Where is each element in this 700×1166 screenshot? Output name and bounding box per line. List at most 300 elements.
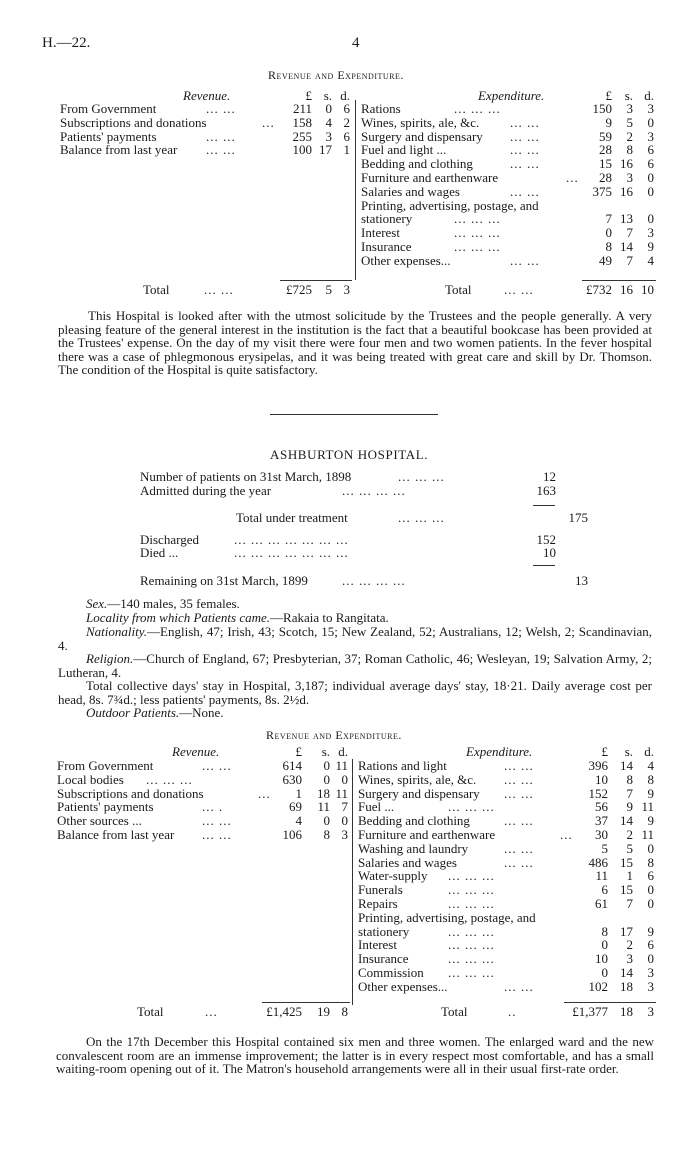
table2-title: Revenue and Expenditure. — [266, 728, 402, 742]
expenditure-amount-l: 486 — [588, 854, 608, 870]
t1-exp-col-l: £ — [605, 88, 612, 103]
revenue-item-label: Subscriptions and donations — [60, 114, 207, 130]
expenditure-amount-d: 0 — [647, 211, 654, 227]
expenditure-item-label: Fuel ... — [358, 799, 395, 815]
statistics-label: Remaining on 31st March, 1899 — [140, 573, 308, 588]
expenditure-item-label: Wines, spirits, ale, &c. — [361, 114, 480, 130]
revenue-amount-d: 7 — [341, 799, 348, 815]
expenditure-amount-l: 9 — [605, 114, 612, 130]
nationality-text: —English, 47; Irish, 43; Scotch, 15; New Zealand, 52; Australians, 12; Welsh, 2; Scandinavian, 4. — [58, 624, 652, 653]
t1-expenditure-total-row — [0, 283, 700, 297]
expenditure-amount-l: 37 — [595, 813, 608, 829]
expenditure-amount-l: 7 — [605, 211, 612, 227]
religion-text: —Church of England, 67; Presbyterian, 37; Roman Catholic, 46; Wesleyan, 19; Salvation Army, 2; Lutheran, 4. — [58, 651, 652, 680]
statistics-value: 10 — [543, 545, 556, 560]
expenditure-item-dots: ... ... ... — [448, 882, 495, 898]
expenditure-item-dots: ... ... ... — [448, 951, 495, 967]
expenditure-total-item-dots: .. — [508, 1004, 517, 1019]
expenditure-amount-l: 396 — [588, 758, 608, 773]
expenditure-amount-s: 13 — [620, 211, 633, 227]
revenue-item-dots: ... ... — [206, 142, 236, 158]
expenditure-amount-s: 7 — [626, 896, 633, 911]
revenue-amount-s: 0 — [325, 101, 332, 116]
expenditure-item-label: Printing, advertising, postage, and — [358, 909, 536, 925]
revenue-item-label: Patients' payments — [57, 799, 154, 815]
revenue-item-dots: ... ... — [206, 101, 236, 116]
expenditure-item-dots: ... ... — [504, 785, 534, 801]
expenditure-amount-s: 17 — [620, 923, 633, 939]
expenditure-item-dots: ... ... ... — [454, 239, 501, 254]
locality-line — [86, 611, 652, 625]
expenditure-amount-d: 6 — [647, 142, 654, 158]
revenue-amount-s: 17 — [319, 142, 332, 158]
revenue-total-amount-l: £1,425 — [266, 1004, 302, 1019]
revenue-total-amount-l: £725 — [286, 282, 312, 297]
statistics-value: 12 — [543, 469, 556, 484]
statistics-row — [0, 546, 700, 560]
expenditure-amount-d: 8 — [647, 854, 654, 870]
revenue-amount-s: 0 — [323, 813, 330, 829]
sex-text: —140 males, 35 females. — [107, 596, 240, 611]
expenditure-amount-d: 4 — [647, 252, 654, 268]
locality-heading: Locality from which Patients came. — [86, 610, 271, 625]
t1-expenditure-row — [0, 254, 700, 268]
expenditure-amount-d: 6 — [647, 937, 654, 953]
revenue-amount-s: 11 — [317, 799, 330, 815]
expenditure-amount-l: 61 — [595, 896, 608, 911]
t2-expenditure-row — [0, 828, 700, 842]
expenditure-amount-d: 4 — [647, 758, 654, 773]
expenditure-amount-l: 102 — [588, 978, 608, 994]
t1-expenditure-row — [0, 226, 700, 240]
expenditure-amount-l: 56 — [595, 799, 608, 815]
expenditure-amount-s: 9 — [626, 799, 633, 815]
document-reference: H.—22. — [42, 35, 91, 51]
expenditure-total-item-dots: ... ... — [504, 282, 534, 297]
expenditure-item-label: Repairs — [358, 896, 398, 911]
expenditure-total-amount-d: 3 — [647, 1004, 654, 1019]
expenditure-item-dots: ... ... ... — [448, 965, 495, 980]
expenditure-total-amount-l: £1,377 — [572, 1004, 608, 1019]
expenditure-item-label: Wines, spirits, ale, &c. — [358, 771, 477, 787]
t1-expenditure-row — [0, 130, 700, 144]
page-number: 4 — [352, 35, 360, 51]
expenditure-amount-s: 16 — [620, 183, 633, 199]
revenue-total-item-label: Total — [137, 1004, 164, 1019]
sex-line — [86, 597, 652, 611]
revenue-amount-l: 106 — [282, 827, 302, 842]
revenue-item-dots: ... . — [202, 799, 224, 815]
expenditure-amount-d: 9 — [647, 785, 654, 801]
religion-line — [58, 652, 652, 679]
revenue-amount-s: 0 — [323, 771, 330, 787]
expenditure-item-dots: ... ... ... — [454, 225, 501, 241]
paragraph-visit-report-2: On the 17th December this Hospital contained six men and three women. The enlarged ward and the new convalescent room are an immense improvement; the latter is in every respect most comfortable, and has a small waiting-room opening out of it. The Matron's household arrangements were all in their usual first-rate order. — [56, 1034, 654, 1077]
expenditure-amount-d: 0 — [647, 840, 654, 856]
expenditure-amount-s: 16 — [620, 156, 633, 172]
expenditure-amount-s: 2 — [626, 827, 633, 842]
revenue-total-amount-s: 19 — [317, 1004, 330, 1019]
locality-text: —Rakaia to Rangitata. — [270, 610, 389, 625]
expenditure-amount-l: 30 — [595, 827, 608, 842]
revenue-item-label: Subscriptions and donations — [57, 785, 204, 801]
expenditure-item-dots: ... — [560, 827, 573, 842]
t1-expenditure-row — [0, 185, 700, 199]
expenditure-amount-s: 7 — [626, 225, 633, 241]
expenditure-item-dots: ... ... ... — [454, 211, 501, 227]
revenue-total-item-label: Total — [143, 282, 170, 297]
revenue-amount-d: 2 — [343, 114, 350, 130]
expenditure-amount-s: 1 — [626, 868, 633, 884]
statistics-row — [0, 470, 700, 484]
revenue-amount-s: 8 — [323, 827, 330, 842]
t2-expenditure-row — [0, 911, 700, 925]
t2-expenditure-row — [0, 759, 700, 773]
revenue-amount-l: 1 — [295, 785, 302, 801]
stats-rule-1 — [533, 505, 555, 506]
expenditure-amount-s: 15 — [620, 854, 633, 870]
expenditure-item-dots: ... ... ... — [448, 799, 495, 815]
expenditure-item-label: Insurance — [358, 951, 409, 967]
expenditure-amount-l: 8 — [601, 923, 608, 939]
expenditure-amount-d: 0 — [647, 170, 654, 185]
t2-expenditure-total-row — [0, 1005, 700, 1019]
t2-expenditure-row — [0, 897, 700, 911]
expenditure-amount-d: 8 — [647, 771, 654, 787]
t1-exp-col-d: d. — [644, 88, 654, 103]
t1-expenditure-row — [0, 116, 700, 130]
expenditure-total-item-label: Total — [441, 1004, 468, 1019]
revenue-item-dots: ... — [262, 114, 275, 130]
revenue-total-item-dots: ... ... — [204, 282, 234, 297]
revenue-amount-d: 6 — [343, 101, 350, 116]
t2-expenditure-row — [0, 773, 700, 787]
expenditure-amount-s: 2 — [626, 937, 633, 953]
expenditure-total-amount-s: 16 — [620, 282, 633, 297]
expenditure-amount-d: 3 — [647, 978, 654, 994]
expenditure-item-dots: ... ... ... — [448, 896, 495, 911]
expenditure-amount-l: 10 — [595, 771, 608, 787]
expenditure-item-label: Funerals — [358, 882, 403, 898]
days-stay-line: Total collective days' stay in Hospital, 3,187; individual average days' stay, 18·21. Daily average cost per head, 8s. 7¾d.; less patients' payments, 8s. 2½d. — [58, 678, 652, 707]
expenditure-item-label: Bedding and clothing — [361, 156, 473, 172]
expenditure-amount-s: 15 — [620, 882, 633, 898]
expenditure-item-dots: ... ... — [510, 252, 540, 268]
expenditure-amount-s: 7 — [626, 252, 633, 268]
table2-rev-total-rule — [262, 1002, 350, 1003]
expenditure-amount-l: 49 — [599, 252, 612, 268]
expenditure-item-dots: ... ... — [510, 128, 540, 144]
paragraph-visit-report-1: This Hospital is looked after with the utmost solicitude by the Trustees and the people generally. A very pleasing feature of the general interest in the institution is the fact that a beautiful bookcase has been provided at the Trustees' expense. On the day of my visit there were four men and two women patients. In the fever hospital there was a case of phlegmonous erysipelas, and it was being treated with great care and skill by Dr. Thomson. The condition of the Hospital is quite satisfactory. — [58, 308, 652, 378]
expenditure-amount-l: 28 — [599, 170, 612, 185]
revenue-amount-l: 100 — [292, 142, 312, 158]
expenditure-amount-d: 9 — [647, 813, 654, 829]
statistics-dots: ... ... ... — [398, 510, 445, 525]
religion-heading: Religion. — [86, 651, 134, 666]
expenditure-amount-s: 14 — [620, 239, 633, 254]
expenditure-item-dots: ... ... — [504, 771, 534, 787]
expenditure-amount-l: 150 — [592, 101, 612, 116]
expenditure-amount-l: 0 — [601, 965, 608, 980]
expenditure-item-label: Insurance — [361, 239, 412, 254]
t1-expenditure-row — [0, 240, 700, 254]
table1-exp-total-rule — [582, 280, 656, 281]
t2-expenditure-row — [0, 869, 700, 883]
expenditure-item-dots: ... ... — [510, 183, 540, 199]
t2-expenditure-heading: Expenditure. — [466, 744, 533, 759]
statistics-label: Admitted during the year — [140, 483, 272, 498]
expenditure-amount-d: 9 — [647, 239, 654, 254]
statistics-dots: ... ... ... ... — [342, 483, 406, 498]
outdoor-text: —None. — [179, 705, 224, 720]
expenditure-amount-l: 15 — [599, 156, 612, 172]
expenditure-item-label: stationery — [358, 923, 410, 939]
t1-expenditure-row — [0, 199, 700, 213]
expenditure-total-amount-l: £732 — [586, 282, 612, 297]
expenditure-amount-s: 8 — [626, 771, 633, 787]
revenue-item-dots: ... ... — [206, 128, 236, 144]
revenue-item-dots: ... ... — [202, 758, 232, 773]
t1-rev-col-l: £ — [305, 88, 312, 103]
expenditure-item-dots: ... ... — [504, 758, 534, 773]
expenditure-item-label: Furniture and earthenware — [358, 827, 496, 842]
expenditure-item-label: Salaries and wages — [358, 854, 457, 870]
expenditure-total-amount-s: 18 — [620, 1004, 633, 1019]
revenue-amount-l: 69 — [289, 799, 302, 815]
statistics-value: 163 — [536, 483, 556, 498]
expenditure-amount-d: 6 — [647, 868, 654, 884]
revenue-total-amount-d: 8 — [341, 1004, 348, 1019]
statistics-label: Died ... — [140, 545, 179, 560]
revenue-amount-l: 158 — [292, 114, 312, 130]
expenditure-amount-d: 0 — [647, 183, 654, 199]
statistics-label: Number of patients on 31st March, 1898 — [140, 469, 352, 484]
expenditure-item-label: Printing, advertising, postage, and — [361, 197, 539, 213]
t2-expenditure-row — [0, 980, 700, 994]
outdoor-heading: Outdoor Patients. — [86, 705, 180, 720]
expenditure-amount-s: 18 — [620, 978, 633, 994]
expenditure-amount-d: 9 — [647, 923, 654, 939]
outdoor-line — [86, 706, 652, 720]
t1-expenditure-row — [0, 157, 700, 171]
statistics-total: 13 — [575, 573, 588, 588]
table2-exp-total-rule — [564, 1002, 656, 1003]
expenditure-amount-d: 6 — [647, 156, 654, 172]
nationality-heading: Nationality. — [86, 624, 148, 639]
expenditure-item-dots: ... ... ... — [454, 101, 501, 116]
expenditure-item-label: Rations and light — [358, 758, 447, 773]
revenue-item-label: From Government — [60, 101, 157, 116]
sex-heading: Sex. — [86, 596, 108, 611]
table1-title: Revenue and Expenditure. — [268, 68, 404, 82]
revenue-item-dots: ... ... — [202, 827, 232, 842]
expenditure-item-label: Rations — [361, 101, 401, 116]
revenue-amount-s: 18 — [317, 785, 330, 801]
t2-expenditure-row — [0, 925, 700, 939]
expenditure-amount-l: 6 — [601, 882, 608, 898]
expenditure-item-label: stationery — [361, 211, 413, 227]
expenditure-total-item-label: Total — [445, 282, 472, 297]
revenue-item-label: Other sources ... — [57, 813, 142, 829]
t2-expenditure-row — [0, 952, 700, 966]
expenditure-amount-d: 3 — [647, 101, 654, 116]
t1-rev-col-s: s. — [323, 88, 332, 103]
t2-exp-col-s: s. — [624, 744, 633, 759]
t2-rev-col-l: £ — [295, 744, 302, 759]
expenditure-amount-s: 14 — [620, 813, 633, 829]
revenue-item-dots: ... — [258, 785, 271, 801]
expenditure-amount-s: 14 — [620, 965, 633, 980]
t1-expenditure-row — [0, 102, 700, 116]
expenditure-item-dots: ... ... — [504, 854, 534, 870]
expenditure-item-label: Interest — [361, 225, 400, 241]
expenditure-item-label: Fuel and light ... — [361, 142, 447, 158]
revenue-item-label: Balance from last year — [57, 827, 175, 842]
t1-expenditure-row — [0, 171, 700, 185]
statistics-row — [0, 574, 700, 588]
expenditure-amount-d: 0 — [647, 951, 654, 967]
expenditure-amount-s: 2 — [626, 128, 633, 144]
expenditure-item-dots: ... ... ... — [448, 937, 495, 953]
t2-exp-col-d: d. — [644, 744, 654, 759]
revenue-amount-d: 11 — [335, 785, 348, 801]
revenue-amount-d: 11 — [335, 758, 348, 773]
expenditure-item-label: Surgery and dispensary — [358, 785, 480, 801]
expenditure-amount-s: 5 — [626, 114, 633, 130]
expenditure-amount-s: 3 — [626, 170, 633, 185]
expenditure-amount-s: 3 — [626, 101, 633, 116]
t1-expenditure-row — [0, 143, 700, 157]
revenue-amount-d: 1 — [343, 142, 350, 158]
revenue-amount-d: 0 — [341, 771, 348, 787]
expenditure-item-label: Furniture and earthenware — [361, 170, 499, 185]
t1-expenditure-heading: Expenditure. — [478, 88, 545, 103]
expenditure-item-dots: ... ... ... — [448, 923, 495, 939]
stats-rule-2 — [533, 565, 555, 566]
t1-revenue-heading: Revenue. — [183, 88, 231, 103]
nationality-line — [58, 625, 652, 652]
expenditure-item-dots: ... ... — [504, 813, 534, 829]
expenditure-amount-d: 3 — [647, 128, 654, 144]
revenue-item-label: Balance from last year — [60, 142, 178, 158]
revenue-item-dots: ... ... — [202, 813, 232, 829]
expenditure-item-label: Washing and laundry — [358, 840, 469, 856]
revenue-amount-s: 0 — [323, 758, 330, 773]
expenditure-amount-s: 14 — [620, 758, 633, 773]
revenue-amount-s: 4 — [325, 114, 332, 130]
revenue-amount-l: 211 — [292, 101, 312, 116]
expenditure-amount-l: 5 — [601, 840, 608, 856]
t1-rev-col-d: d. — [340, 88, 350, 103]
expenditure-item-label: Commission — [358, 965, 424, 980]
expenditure-item-dots: ... ... — [510, 156, 540, 172]
revenue-item-label: Patients' payments — [60, 128, 157, 144]
revenue-amount-l: 630 — [282, 771, 302, 787]
table1-divider — [355, 100, 356, 280]
expenditure-amount-l: 10 — [595, 951, 608, 967]
expenditure-amount-l: 59 — [599, 128, 612, 144]
revenue-amount-d: 3 — [341, 827, 348, 842]
expenditure-amount-s: 5 — [626, 840, 633, 856]
t2-expenditure-row — [0, 842, 700, 856]
expenditure-item-label: Other expenses... — [361, 252, 451, 268]
statistics-dots: ... ... ... ... ... ... ... — [234, 532, 349, 547]
expenditure-item-dots: ... — [566, 170, 579, 185]
t2-rev-col-s: s. — [321, 744, 330, 759]
expenditure-amount-d: 11 — [641, 827, 654, 842]
revenue-amount-l: 4 — [295, 813, 302, 829]
t1-expenditure-row — [0, 212, 700, 226]
statistics-value: 152 — [536, 532, 556, 547]
revenue-item-label: From Government — [57, 758, 154, 773]
table1-rev-total-rule — [280, 280, 352, 281]
expenditure-amount-d: 3 — [647, 225, 654, 241]
revenue-amount-s: 3 — [325, 128, 332, 144]
revenue-amount-l: 255 — [292, 128, 312, 144]
expenditure-amount-l: 375 — [592, 183, 612, 199]
section-divider — [270, 414, 438, 415]
revenue-amount-d: 6 — [343, 128, 350, 144]
expenditure-amount-d: 11 — [641, 799, 654, 815]
statistics-label: Total under treatment — [236, 510, 348, 525]
expenditure-amount-d: 0 — [647, 896, 654, 911]
statistics-dots: ... ... ... ... — [342, 573, 406, 588]
expenditure-item-label: Bedding and clothing — [358, 813, 470, 829]
expenditure-amount-l: 0 — [601, 937, 608, 953]
expenditure-item-dots: ... ... — [510, 114, 540, 130]
expenditure-amount-l: 152 — [588, 785, 608, 801]
expenditure-item-label: Other expenses... — [358, 978, 448, 994]
expenditure-amount-d: 0 — [647, 114, 654, 130]
revenue-item-dots: ... ... ... — [146, 771, 193, 787]
statistics-total: 175 — [568, 510, 588, 525]
revenue-total-item-dots: ... — [205, 1004, 218, 1019]
expenditure-amount-d: 0 — [647, 882, 654, 898]
expenditure-item-label: Water-supply — [358, 868, 428, 884]
expenditure-amount-d: 3 — [647, 965, 654, 980]
statistics-label: Discharged — [140, 532, 199, 547]
revenue-amount-l: 614 — [282, 758, 302, 773]
expenditure-item-label: Surgery and dispensary — [361, 128, 483, 144]
expenditure-amount-l: 0 — [605, 225, 612, 241]
expenditure-amount-l: 28 — [599, 142, 612, 158]
t2-revenue-heading: Revenue. — [172, 744, 220, 759]
expenditure-item-dots: ... ... ... — [448, 868, 495, 884]
revenue-total-amount-s: 5 — [325, 282, 332, 297]
statistics-dots: ... ... ... — [398, 469, 445, 484]
table2-divider — [352, 759, 353, 1005]
expenditure-amount-s: 3 — [626, 951, 633, 967]
revenue-item-label: Local bodies — [57, 771, 124, 787]
expenditure-item-dots: ... ... — [504, 978, 534, 994]
statistics-row — [0, 533, 700, 547]
expenditure-item-label: Salaries and wages — [361, 183, 460, 199]
expenditure-item-label: Interest — [358, 937, 397, 953]
hospital-title: ASHBURTON HOSPITAL. — [270, 447, 429, 462]
expenditure-total-amount-d: 10 — [641, 282, 654, 297]
expenditure-amount-s: 7 — [626, 785, 633, 801]
t2-expenditure-row — [0, 966, 700, 980]
statistics-row — [0, 484, 700, 498]
t2-exp-col-l: £ — [601, 744, 608, 759]
expenditure-amount-s: 8 — [626, 142, 633, 158]
statistics-dots: ... ... ... ... ... ... ... — [234, 545, 349, 560]
expenditure-amount-l: 11 — [595, 868, 608, 884]
revenue-amount-d: 0 — [341, 813, 348, 829]
revenue-total-amount-d: 3 — [343, 282, 350, 297]
expenditure-item-dots: ... ... — [510, 142, 540, 158]
statistics-row — [0, 511, 700, 525]
